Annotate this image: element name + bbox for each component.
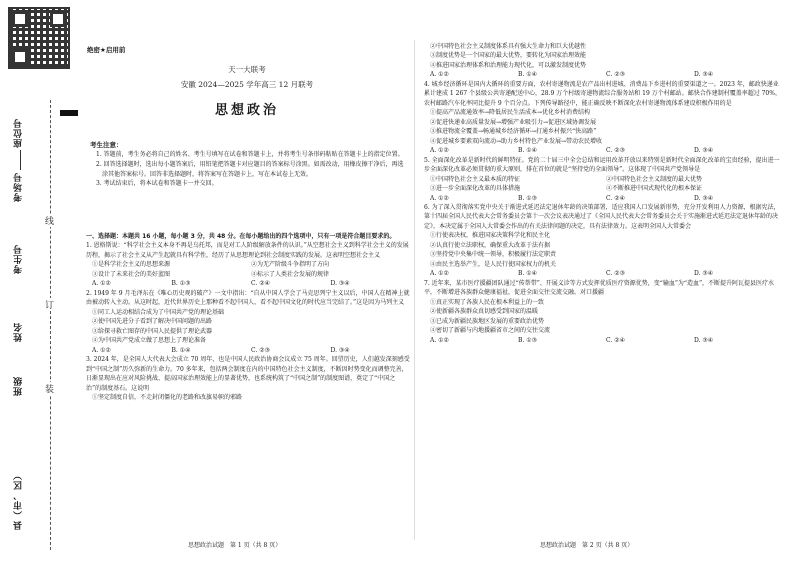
option: ④标示了人类社会发展的规律 — [251, 270, 330, 278]
cut-mark-line: 线 — [45, 214, 54, 227]
right-question-column — [424, 42, 782, 345]
option: ④由民主选举产生，是人民行使国家权力的机关 — [430, 260, 557, 268]
binding-field-room: 考场号 — [14, 172, 24, 202]
option: ③设计了未来社会的美好蓝图 — [92, 270, 171, 278]
question-stem: 6. 为了深入贯彻落实党中央关于渐进式延迟法定退休年龄的决策部署，适应我国人口发展新形势，充分开发利用人力资源，根据宪法，第十四届全国人民代表大会常务委员会第十一次会议表决通过了《全国人民代表大会常务委员会关于实施渐进式延迟法定退休年龄的决定》，本决定属于全国人大常委会作出的有关法律问题的决定，具有法律效力。这表明全国人大常委会 — [424, 203, 780, 230]
answer-choice: A. ①② — [92, 346, 111, 354]
option: ②为无产阶级斗争指明了方向 — [251, 261, 330, 269]
left-question-column — [86, 232, 410, 402]
answer-choice: C. ②③ — [251, 346, 270, 354]
notice-item: 3. 考试结束后，将本试卷和答题卡一并交回。 — [96, 180, 218, 188]
league-title: 天一大联考 — [228, 65, 266, 74]
notice-title: 考生注意： — [90, 141, 123, 149]
option: ③给探寻救亡图存的中国人民提供了理论武器 — [92, 327, 213, 335]
answer-choice: D. ③④ — [694, 147, 714, 155]
page-footer-right: 思想政治试题 第 2 页（共 8 页） — [540, 542, 634, 549]
answer-choice: D. ③④ — [330, 346, 350, 354]
question-5 — [424, 156, 782, 203]
question-stem: 4. 城乡经济循环是国内大循环的重要方面，农村寄递物流是农产品出村进城、消费品下乡进村的重要渠道之一。2023 年，邮政快递业累计建成 1 267 个县级公共寄递配送中心，28.9 万个村级寄递物流综合服务站和 19 万个村邮站。邮快合作建制村覆盖率超过 70%，农村邮路汽车化率同比提升 9 个百分点。下列传导路径中，能正确反映不断深化农村寄递物流体系建设积极作用的是 — [424, 80, 781, 107]
answer-choice: C. ②④ — [606, 194, 625, 202]
option: ②中国特色社会主义制度的最大优势 — [606, 175, 703, 183]
binding-field-county: 县（市、区） — [14, 470, 24, 530]
option: ①提高产品流通效率→降低居民生活成本→优化乡村消费结构 — [430, 109, 591, 117]
binding-field-seat: 座位号 — [14, 118, 24, 148]
answer-choice: C. ②③ — [606, 71, 625, 79]
answer-choice: A. ①② — [430, 270, 449, 278]
question-stem: 5. 全面深化改革是新时代的鲜明特征。党的二十届三中全会总结和运用改革开放以来特别是新时代全面深化改革的宝贵经验，提出进一步全面深化改革必须贯彻的重大原则，排在首位的就是“坚持党的全面领导”。这体现了中国共产党领导是 — [424, 156, 780, 174]
section-heading: 一、选择题：本题共 16 小题，每小题 3 分，共 48 分。在每小题给出的四个选项中，只有一项是符合题目要求的。 — [86, 233, 396, 240]
option: ④不断推进中国式现代化的根本保证 — [606, 185, 703, 193]
answer-choice: B. ①④ — [518, 270, 537, 278]
answer-choice: A. ①② — [430, 336, 449, 344]
option: ①行使表决权，推进国家决策科学化和民主化 — [430, 232, 551, 240]
question-6 — [424, 203, 782, 279]
examinee-notice — [90, 140, 408, 189]
question-4 — [424, 80, 782, 156]
option: ②使新疆各族群众真切感受到国家的温暖 — [430, 308, 539, 316]
notice-item: 2. 回答选择题时，选出每小题答案后，用铅笔把答题卡对应题目的答案标号涂黑。如需改动，用橡皮擦干净后，再选涂其他答案标号。回答非选择题时，将答案写在答题卡上，写在本试卷上无效。 — [96, 160, 404, 178]
option: ②促进快递业高质量发展→增强产业吸引力→促进区域协调发展 — [430, 118, 597, 126]
option: ①坚定制度自信，不走封闭僵化的老路和改旗易帜的邪路 — [92, 393, 243, 401]
answer-choice: A. ①② — [430, 147, 449, 155]
option: ④密切了新疆与内地援疆省市之间的交往交流 — [430, 327, 551, 335]
column-divider — [414, 40, 415, 540]
option: ④为中国共产党成立做了思想上了理论准备 — [92, 337, 207, 345]
question-stem: 7. 近年来，某市医疗援疆团队通过“传帮带”、开展义诊等方式发挥优质医疗资源优势，变“输血”为“造血”，不断提升阿瓦提县医疗水平，不断增进各族群众健康福祉，促进全面交往交流交融。对口援疆 — [424, 279, 775, 297]
option: ①是科学社会主义的思想来源 — [92, 261, 171, 269]
answer-choice: A. ①② — [92, 280, 111, 288]
answer-choice: D. ③④ — [694, 336, 714, 344]
secret-mark: 绝密★启用前 — [87, 46, 126, 54]
answer-choice: A. ①② — [430, 194, 449, 202]
option: ①中国特色社会主义最本质的特征 — [430, 175, 521, 183]
option: ②认真行使立法职权，确保重大改革于法有据 — [430, 241, 551, 249]
option: ④促进城乡要素双向流动→助力乡村特色产业发展→带动农民增收 — [430, 137, 603, 145]
option: ①同工人运动相结合成为了中国共产党的理论基础 — [92, 308, 225, 316]
binding-field-name: 姓名 — [14, 322, 24, 342]
option: ③坚持党中央集中统一领导，积极履行法定职责 — [430, 251, 557, 259]
answer-choice: D. ③④ — [694, 194, 714, 202]
exam-title: 安徽 2024—2025 学年高三 12 月联考 — [180, 80, 314, 89]
option: ③推进物流全覆盖→畅通城乡经济循环→打通乡村振兴“快高路” — [430, 128, 597, 136]
answer-choice: B. ①④ — [518, 71, 537, 79]
binding-field-class: 班级 — [14, 376, 24, 396]
answer-choice: C. ②③ — [606, 270, 625, 278]
question-2 — [86, 289, 410, 355]
qr-code-icon — [8, 7, 70, 69]
option: ④推进国家治理体系和治理能力现代化，可以激发制度优势 — [430, 61, 587, 69]
page-footer-left: 思想政治试题 第 1 页（共 8 页） — [188, 542, 282, 549]
binding-stripe — [60, 110, 78, 116]
option: ③进一步全面深化改革的具体措施 — [430, 185, 521, 193]
option: ①真正实现了各族人民在根本利益上的一致 — [430, 298, 545, 306]
question-stem: 1. 恩格斯说：“科学社会主义本身不再是乌托邦，而是对工人阶级解放条件的认识。”从空想社会主义到科学社会主义的发展历程，揭示了社会主义从产生起就具有科学性，经历了从思想理论到社会制度实践的发展。这表明空想社会主义 — [86, 242, 409, 259]
answer-choice: A. ①② — [430, 71, 449, 79]
cut-mark-bind: 装 — [45, 382, 54, 395]
option: ③制度优势是一个国家的最大优势，要转化为国家治理效能 — [430, 52, 587, 60]
question-3-cont — [424, 42, 782, 80]
question-3 — [86, 355, 410, 402]
answer-choice: B. ①④ — [171, 346, 191, 354]
question-stem: 3. 2024 年，是全国人大代表大会成立 70 周年，也是中国人民政治协商会议成立 75 周年。回望历史，人们越发深刻感受到“中国之制”历久弥新的生命力。70 多年来，包括两会制度在内的中国特色社会主义制度，不断因时势变化而调整完善，日渐显现出在应对风险挑战、提高国家治理效能上的显著优势，也系统构筑了“中国之制”的制度图谱，奠定了“中国之治”的制度基石。这说明 — [86, 356, 410, 392]
answer-choice: C. ②③ — [606, 147, 625, 155]
cut-mark-order: 订 — [45, 298, 54, 311]
answer-choice: D. ③④ — [694, 270, 714, 278]
question-1 — [86, 241, 410, 288]
question-stem: 2. 1949 年 9 月毛泽东在《唯心历史观的破产》一文中指出：“自从中国人学会了马克思列宁主义以后，中国人在精神上就由被动转入主动。从这时起，近代世界历史上那种看不起中国人、看不起中国文化的时代应当完结了。”这是因为马列主义 — [86, 289, 410, 307]
answer-choice: B. ①③ — [518, 194, 537, 202]
binding-field-examinee-number: 考生号 — [14, 244, 24, 274]
option: ②中国特色社会主义制度体系具有强大生命力和巨大优越性 — [430, 43, 587, 50]
answer-choice: D. ③④ — [694, 71, 714, 79]
answer-choice: B. ①④ — [518, 147, 537, 155]
option: ③已成为新疆民族地区发展的重要政治优势 — [430, 317, 545, 325]
binding-cut-line — [50, 100, 51, 550]
answer-choice: B. ①③ — [171, 280, 191, 288]
answer-choice: C. ②④ — [251, 280, 270, 288]
option: ②使中国先进分子看到了解决中国问题的出路 — [92, 318, 213, 326]
answer-choice: B. ①③ — [518, 336, 537, 344]
question-7 — [424, 279, 782, 345]
notice-item: 1. 答题前，考生务必将自己的姓名、考生号填写在试卷和答题卡上，并将考生号条形码粘贴在答题卡上的指定位置。 — [96, 151, 404, 159]
subject-title: 思想政治 — [214, 103, 279, 118]
binding-underline — [20, 150, 21, 170]
answer-choice: D. ③④ — [330, 280, 350, 288]
answer-choice: C. ②④ — [606, 336, 625, 344]
